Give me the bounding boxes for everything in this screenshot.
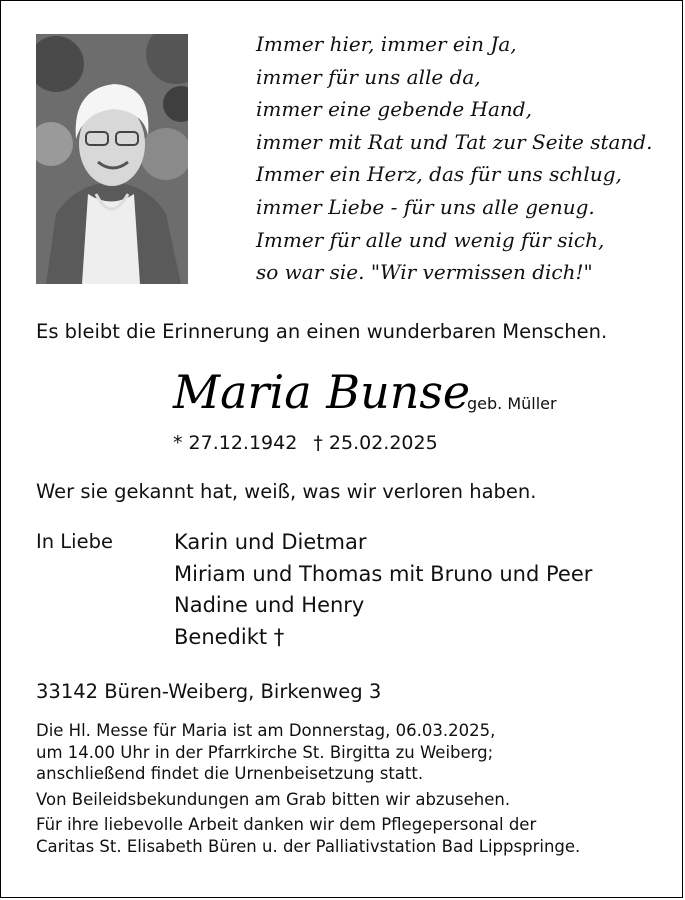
poem-line: immer für uns alle da, [256, 64, 481, 89]
poem-line: Immer hier, immer ein Ja, [256, 32, 517, 56]
poem-line: immer eine gebende Hand, [256, 97, 532, 122]
deceased-name: Maria Bunse [173, 365, 471, 419]
details-line: um 14.00 Uhr in der Pfarrkirche St. Birgitta zu Weiberg; [36, 742, 494, 762]
memorial-sentence: Wer sie gekannt hat, weiß, was wir verloren haben. [36, 480, 537, 503]
family-member: Benedikt † [174, 624, 285, 649]
service-details [36, 720, 580, 857]
family-member: Nadine und Henry [174, 593, 365, 617]
in-love-label: In Liebe [36, 530, 113, 553]
details-line: anschließend findet die Urnenbeisetzung statt. [36, 764, 424, 783]
intro-text: Es bleibt die Erinnerung an einen wunderbaren Menschen. [36, 320, 608, 343]
details-line: Die Hl. Messe für Maria ist am Donnerstag, 06.03.2025, [36, 721, 496, 740]
birth-date: * 27.12.1942 [173, 432, 298, 454]
family-member: Karin und Dietmar [174, 530, 367, 554]
details-line: Caritas St. Elisabeth Büren u. der Palliativstation Bad Lippspringe. [36, 836, 581, 856]
poem-line: immer mit Rat und Tat zur Seite stand. [256, 129, 653, 154]
family-member: Miriam und Thomas mit Bruno und Peer [174, 561, 593, 586]
poem-line: Immer ein Herz, das für uns schlug, [256, 162, 622, 187]
details-line: Von Beileidsbekundungen am Grab bitten wir abzusehen. [36, 789, 511, 809]
poem-line: Immer für alle und wenig für sich, [256, 227, 605, 252]
death-date: † 25.02.2025 [313, 432, 438, 454]
portrait-icon [36, 34, 188, 284]
address: 33142 Büren-Weiberg, Birkenweg 3 [36, 680, 382, 703]
details-line: Für ihre liebevolle Arbeit danken wir dem Pflegepersonal der [36, 815, 537, 834]
life-dates [173, 432, 448, 454]
poem-line: immer Liebe - für uns alle genug. [256, 194, 595, 219]
family-list [174, 527, 592, 653]
memorial-poem [256, 28, 676, 289]
portrait-photo [36, 34, 188, 284]
poem-line: so war sie. "Wir vermissen dich!" [256, 260, 593, 285]
maiden-name: geb. Müller [467, 394, 557, 413]
